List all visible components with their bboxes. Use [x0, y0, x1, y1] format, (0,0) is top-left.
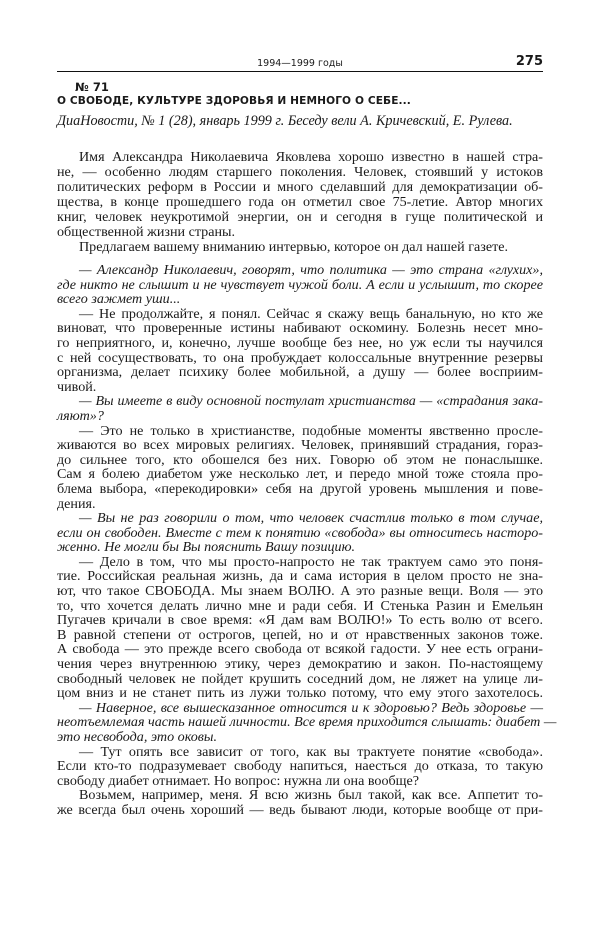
source-citation: ДиаНовости, № 1 (28), январь 1999 г. Беседу вели А. Кричевский, Е. Рулева. — [57, 113, 513, 129]
text-line: виноват, что проверенные истины набивают оскомину. Болезнь несет мно- — [57, 320, 543, 337]
text-line: не, — особенно людям старшего поколения. Человек, стоявший у истоков — [57, 164, 543, 180]
text-line: же всегда был очень хороший — ведь бывают люди, которые вообще от при- — [57, 801, 543, 818]
text-line: — Вы не раз говорили о том, что человек счастлив только в том случае, — [79, 510, 543, 527]
answer-paragraph — [57, 240, 543, 255]
text-line: общественной жизни страны. — [57, 224, 235, 240]
question-paragraph — [57, 394, 543, 423]
text-line: — Вы имеете в виду основной постулат христианства — «страдания зака- — [79, 393, 543, 410]
text-line: цом вниз и не станет пить из лужи только потому, что ему этого захотелось. — [57, 685, 543, 702]
text-line: Предлагаем вашему вниманию интервью, которое он дал нашей газете. — [79, 239, 509, 255]
text-line: чивой. — [57, 378, 97, 395]
text-line: всего зажмет уши... — [57, 291, 181, 308]
text-line: — Не продолжайте, я понял. Сейчас я скажу вещь банальную, но кто же — [79, 305, 543, 322]
interview-text — [57, 262, 557, 818]
text-line: свободу диабет отнимает. Но вопрос: нужна ли она вообще? — [57, 772, 420, 789]
question-paragraph — [57, 511, 543, 555]
answer-paragraph — [57, 745, 543, 789]
text-line: — Тут опять все зависит от того, как вы трактуете понятие «свобода». — [79, 743, 543, 760]
answer-paragraph — [57, 424, 543, 512]
text-line: — Дело в том, что мы просто-напросто не так трактуем само это поня- — [79, 553, 543, 570]
text-line: — Наверное, все вышесказанное относится и к здоровью? Ведь здоровье — — [79, 699, 543, 716]
answer-paragraph — [57, 788, 543, 817]
running-header — [57, 56, 543, 70]
text-line: где никто не слышит и не чувствует чужой боли. А если и услышит, то скорее — [57, 276, 543, 293]
text-line: блема выбора, «перекодировки» себя на другой уровень мышления и пове- — [57, 480, 543, 497]
text-line: организма, делает психику более мобильной, а душу — более восприим- — [57, 364, 543, 381]
text-line: книг, человек неукротимой энергии, он и сегодня в гуще политической и — [57, 209, 543, 225]
text-line: тие. Российская реальная жизнь, да и сама история в целом просто не зна- — [57, 568, 543, 585]
text-line: с ней сосуществовать, то она пробуждает колоссальные внутренние резервы — [57, 349, 543, 366]
question-paragraph — [57, 263, 543, 307]
header-rule — [57, 71, 543, 72]
text-line: щества, в конце прошедшего года он отметил свое 75-летие. Автор многих — [57, 194, 543, 210]
text-line: до сильнее того, кто обошелся без них. Говорю об этом не понаслышке. — [57, 451, 543, 468]
intro-text — [57, 150, 543, 255]
text-line: Сам я болею диабетом уже несколько лет, и передо мной тоже стояла про- — [57, 466, 543, 483]
text-line: го неприятного, и, конечно, лучше вообще без нее, но уж если ты научился — [57, 334, 543, 351]
text-line: В равной степени от острогов, цепей, но и от нравственных законов тоже. — [57, 626, 543, 643]
text-line: Если кто-то подразумевает свободу напиться, наесться до отказа, то такую — [57, 758, 543, 775]
text-line: А свобода — это прежде всего свобода от всякой гадости. У нее есть ограни- — [57, 641, 543, 658]
text-line: Возьмем, например, меня. Я всю жизнь был такой, как все. Аппетит то- — [79, 787, 543, 804]
text-line: неотъемлемая часть нашей личности. Все время приходится слышать: диабет — — [57, 714, 557, 731]
text-line: дения. — [57, 495, 96, 512]
answer-paragraph — [57, 150, 543, 240]
text-line: это несвобода, это оковы. — [57, 729, 217, 745]
text-line: ют, что такое СВОБОДА. Мы знаем ВОЛЮ. А это разные вещи. Воля — это — [57, 583, 543, 600]
text-line: Имя Александра Николаевича Яковлева хорошо известно в нашей стра- — [79, 149, 543, 165]
text-line: — Это не только в христианстве, подобные моменты явственно просле- — [79, 422, 543, 439]
text-line: ляют»? — [57, 407, 104, 424]
running-header-years: 1994—1999 годы — [257, 58, 343, 69]
text-line: если он свободен. Вместе с тем к понятию «свобода» вы относитесь насторо- — [57, 524, 543, 541]
question-paragraph — [57, 699, 557, 745]
document-title: О СВОБОДЕ, КУЛЬТУРЕ ЗДОРОВЬЯ И НЕМНОГО О СЕБЕ... — [57, 95, 411, 107]
text-line: — Александр Николаевич, говорят, что политика — это страна «глухих», — [79, 262, 543, 278]
text-line: живаются во всех мировых религиях. Человек, принявший страдания, гораз- — [57, 437, 543, 454]
answer-paragraph — [57, 555, 543, 701]
text-line: женно. Не могли бы Вы пояснить Вашу позицию. — [57, 539, 356, 556]
page-number: 275 — [515, 54, 543, 69]
text-line: свободный человек не пойдет крушить соседний дом, не ляжет на улице ли- — [57, 670, 543, 687]
text-line: то, что хочется делать лично мне и ради себя. И Стенька Разин и Емельян — [57, 597, 543, 614]
answer-paragraph — [57, 307, 543, 395]
text-line: чения через внутреннюю этику, через демократию и закон. По-настоящему — [57, 656, 543, 673]
text-line: политических реформ в России и много сделавший для демократизации об- — [57, 179, 543, 195]
document-number: № 71 — [75, 80, 109, 94]
text-line: Пугачев кричали в свое время: «Я дам вам ВОЛЮ!» То есть волю от всего. — [57, 612, 543, 629]
